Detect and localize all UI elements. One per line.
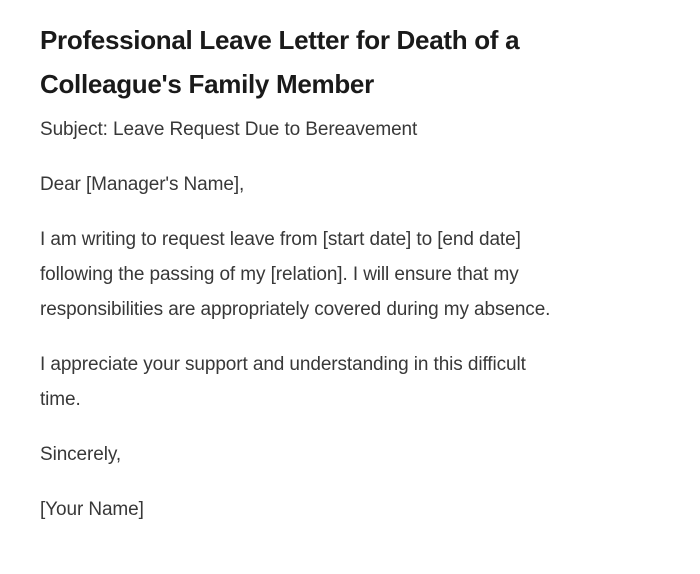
paragraph-line: responsibilities are appropriately covered during my absence. [40, 299, 551, 320]
paragraph-line: time. [40, 389, 81, 410]
signature-placeholder: [Your Name] [40, 499, 144, 520]
page-title-line-1: Professional Leave Letter for Death of a [40, 25, 520, 55]
subject-line: Subject: Leave Request Due to Bereavement [40, 119, 418, 140]
page-title-line-2: Colleague's Family Member [40, 69, 374, 99]
salutation: Dear [Manager's Name], [40, 174, 245, 195]
paragraph-leave-request [40, 222, 660, 327]
page-title [40, 18, 660, 106]
paragraph-line: I appreciate your support and understanding in this difficult [40, 354, 526, 375]
paragraph-line: following the passing of my [relation]. I will ensure that my [40, 264, 519, 285]
closing: Sincerely, [40, 444, 122, 465]
paragraph-appreciation [40, 347, 660, 417]
paragraph-line: I am writing to request leave from [start date] to [end date] [40, 229, 521, 250]
